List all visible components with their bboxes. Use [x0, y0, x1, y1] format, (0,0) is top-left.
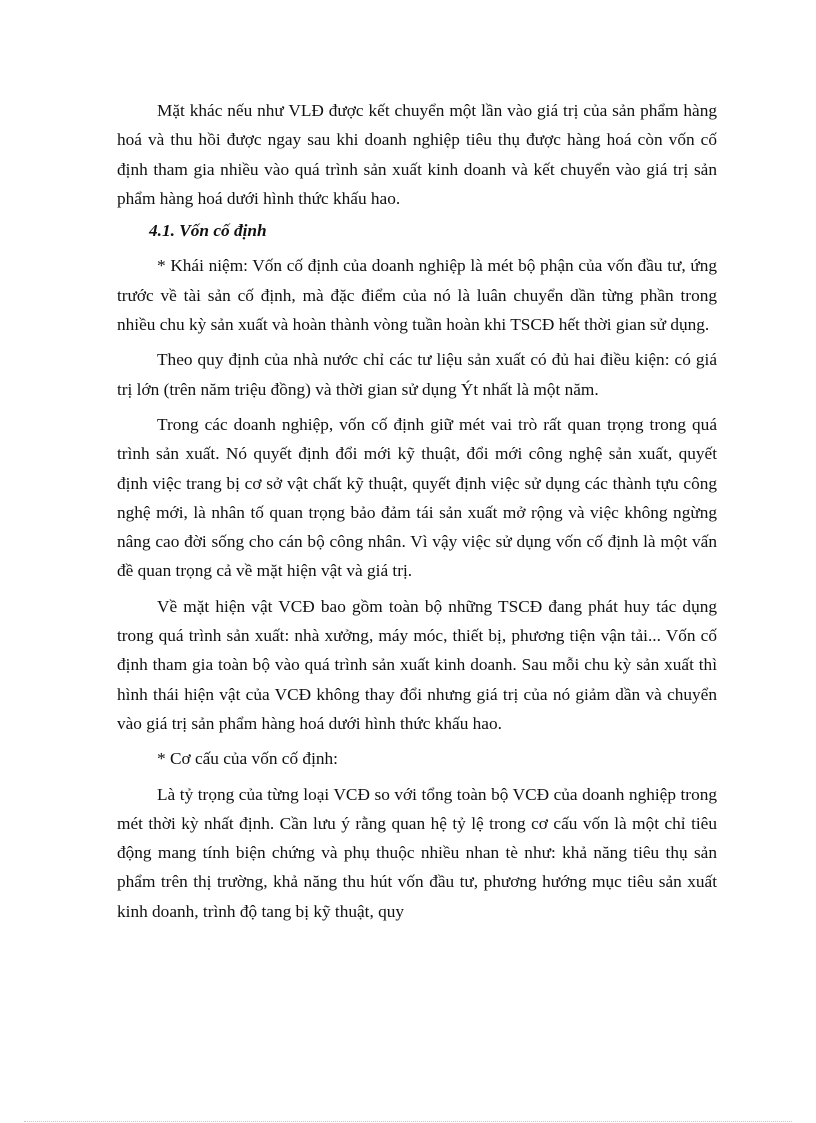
paragraph-concept: * Khái niệm: Vốn cố định của doanh nghiệp là mét bộ phận của vốn đầu tư, ứng trước về tài sản cố định, mà đặc điểm của nó là luân chuyển dần từng phần trong nhiều chu kỳ sản xuất và hoàn thành vòng tuần hoàn khi TSCĐ hết thời gian sử dụng. — [117, 256, 717, 335]
paragraph-role: Trong các doanh nghiệp, vốn cố định giữ mét vai trò rất quan trọng trong quá trình sản xuất. Nó quyết định đổi mới kỹ thuật, đổi mới công nghệ sản xuất, quyết định việc trang bị cơ sở vật chất kỹ thuật, quyết định việc sử dụng các thành tựu công nghệ mới, là nhân tố quan trọng bảo đảm tái sản xuất mở rộng và việc không ngừng nâng cao đời sống cho cán bộ công nhân. Vì vậy việc sử dụng vốn cố định là một vấn đề quan trọng cả về mặt hiện vật và giá trị. — [117, 414, 717, 581]
paragraph-intro: Mặt khác nếu như VLĐ được kết chuyển một lần vào giá trị của sản phẩm hàng hoá và thu hồi được ngay sau khi doanh nghiệp tiêu thụ được hàng hoá còn vốn cố định tham gia nhiều vào quá trình sản xuất kinh doanh và kết chuyển vào giá trị sản phẩm hàng hoá dưới hình thức khấu hao. — [117, 101, 717, 208]
document-page — [117, 96, 717, 926]
paragraph-regulation: Theo quy định của nhà nước chỉ các tư liệu sản xuất có đủ hai điều kiện: có giá trị lớn (trên năm triệu đồng) và thời gian sử dụng Ýt nhất là một năm. — [117, 350, 717, 399]
paragraph-structure: Là tỷ trọng của từng loại VCĐ so với tổng toàn bộ VCĐ của doanh nghiệp trong mét thời kỳ nhất định. Cần lưu ý rằng quan hệ tỷ lệ trong cơ cấu vốn là một chỉ tiêu động mang tính biện chứng và phụ thuộc nhiều nhan tè như: khả năng tiêu thụ sản phẩm trên thị trường, khả năng thu hút vốn đầu tư, phương hướng mục tiêu sản xuất kinh doanh, trình độ tang bị kỹ thuật, quy — [117, 784, 717, 921]
section-heading-fixed-capital: 4.1. Vốn cố định — [149, 221, 267, 241]
paragraph-physical-aspect: Về mặt hiện vật VCĐ bao gồm toàn bộ những TSCĐ đang phát huy tác dụng trong quá trình sản xuất: nhà xưởng, máy móc, thiết bị, phương tiện vận tải... Vốn cố định tham gia toàn bộ vào quá trình sản xuất kinh doanh. Sau mỗi chu kỳ sản xuất thì hình thái hiện vật của VCĐ không thay đổi nhưng giá trị của nó giảm dần và chuyển vào giá trị sản phẩm hàng hoá dưới hình thức khấu hao. — [117, 596, 717, 733]
page-bottom-divider — [24, 1121, 792, 1122]
paragraph-structure-label: * Cơ cấu của vốn cố định: — [157, 749, 338, 769]
